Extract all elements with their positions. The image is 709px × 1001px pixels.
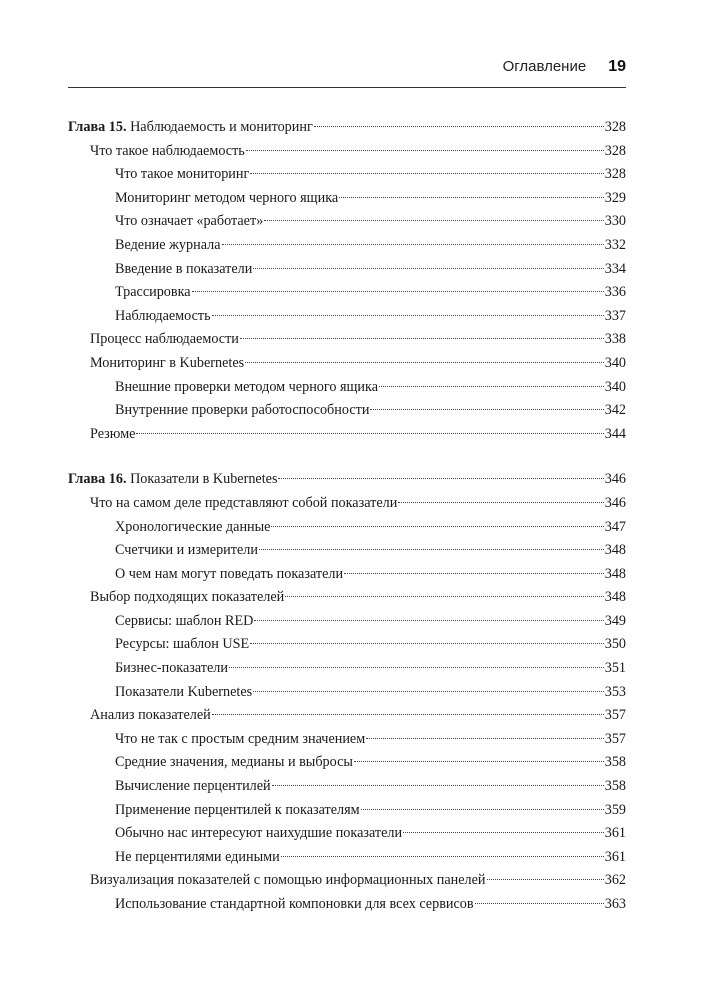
chapter-title: Показатели в Kubernetes (130, 471, 278, 488)
dot-leader (250, 643, 604, 644)
toc-subsection-entry[interactable] (68, 187, 626, 211)
toc-subsection-entry[interactable] (68, 775, 626, 799)
dot-leader (379, 386, 604, 387)
chapter-block (68, 116, 626, 446)
toc-subsection-entry[interactable] (68, 633, 626, 657)
chapter-number: Глава 15. (68, 119, 127, 135)
entry-page-number: 340 (604, 354, 626, 371)
dot-leader (212, 315, 604, 316)
entry-page-number: 351 (604, 660, 626, 677)
entry-title: Введение в показатели (115, 260, 253, 277)
dot-leader (339, 197, 604, 198)
toc-subsection-entry[interactable] (68, 258, 626, 282)
chapter-title: Наблюдаемость и мониторинг (130, 119, 313, 135)
header-rule (68, 87, 626, 88)
entry-title: Что такое наблюдаемость (90, 142, 245, 159)
entry-title: Мониторинг в Kubernetes (90, 354, 245, 371)
chapter-block (68, 468, 626, 916)
entry-page-number: 363 (604, 896, 626, 912)
entry-title: Сервисы: шаблон RED (115, 612, 254, 629)
entry-page-number: 357 (604, 707, 626, 724)
dot-leader (370, 409, 603, 410)
dot-leader (254, 620, 603, 621)
entry-page-number: 361 (604, 848, 626, 865)
entry-title: Мониторинг методом черного ящика (115, 189, 339, 206)
dot-leader (398, 502, 603, 503)
entry-page-number: 336 (604, 284, 626, 301)
dot-leader (253, 691, 604, 692)
toc-section-entry[interactable] (68, 140, 626, 164)
dot-leader (240, 338, 604, 339)
entry-title: Трассировка (115, 284, 191, 301)
dot-leader (361, 809, 604, 810)
entry-page-number: 337 (604, 307, 626, 324)
toc-subsection-entry[interactable] (68, 305, 626, 329)
entry-title: Не перцентилями едиными (115, 848, 280, 865)
entry-page-number: 328 (604, 166, 626, 183)
toc-subsection-entry[interactable] (68, 799, 626, 823)
toc-subsection-entry[interactable] (68, 846, 626, 870)
toc-subsection-entry[interactable] (68, 610, 626, 634)
dot-leader (281, 856, 604, 857)
dot-leader (250, 173, 603, 174)
toc-section-entry[interactable] (68, 492, 626, 516)
entry-page-number: 346 (604, 494, 626, 511)
toc-subsection-entry[interactable] (68, 210, 626, 234)
entry-page-number: 362 (604, 872, 626, 889)
dot-leader (285, 596, 603, 597)
entry-page-number: 357 (604, 730, 626, 747)
toc-subsection-entry[interactable] (68, 376, 626, 400)
dot-leader (264, 220, 603, 221)
entry-title: Хронологические данные (115, 518, 271, 535)
entry-title: Выбор подходящих показателей (90, 589, 285, 606)
toc-subsection-entry[interactable] (68, 281, 626, 305)
toc-subsection-entry[interactable] (68, 822, 626, 846)
toc-section-entry[interactable] (68, 704, 626, 728)
dot-leader (278, 478, 603, 479)
dot-leader (259, 549, 604, 550)
toc-subsection-entry[interactable] (68, 399, 626, 423)
entry-page-number: 361 (604, 825, 626, 842)
dot-leader (222, 244, 604, 245)
toc-subsection-entry[interactable] (68, 657, 626, 681)
entry-title: Что не так с простым средним значением (115, 730, 366, 747)
entry-title: Резюме (90, 425, 136, 442)
entry-page-number: 349 (604, 612, 626, 629)
entry-title: Средние значения, медианы и выбросы (115, 754, 353, 771)
entry-page-number: 329 (604, 189, 626, 206)
dot-leader (403, 832, 604, 833)
chapter-label (68, 468, 277, 492)
entry-page-number: 358 (604, 778, 626, 795)
entry-page-number: 342 (604, 402, 626, 419)
toc-subsection-entry[interactable] (68, 234, 626, 258)
entry-page-number: 348 (604, 589, 626, 606)
toc-section-entry[interactable] (68, 423, 626, 447)
entry-title: Ресурсы: шаблон USE (115, 636, 250, 653)
entry-title: Ведение журнала (115, 236, 221, 253)
entry-title: Наблюдаемость (115, 307, 211, 324)
dot-leader (136, 433, 603, 434)
entry-page-number: 350 (604, 636, 626, 653)
dot-leader (366, 738, 604, 739)
toc-subsection-entry[interactable] (68, 163, 626, 187)
entry-title: Внешние проверки методом черного ящика (115, 378, 379, 395)
table-of-contents (68, 116, 626, 917)
toc-subsection-entry[interactable] (68, 681, 626, 705)
toc-section-entry[interactable] (68, 352, 626, 376)
toc-subsection-entry[interactable] (68, 539, 626, 563)
entry-page-number: 346 (604, 471, 626, 488)
running-head-title: Оглавление (502, 58, 587, 75)
entry-page-number: 347 (604, 518, 626, 535)
toc-chapter-entry[interactable] (68, 468, 626, 492)
entry-title: Анализ показателей (90, 707, 211, 724)
toc-subsection-entry[interactable] (68, 893, 626, 917)
entry-page-number: 338 (604, 331, 626, 348)
toc-subsection-entry[interactable] (68, 751, 626, 775)
dot-leader (245, 362, 604, 363)
entry-title: Внутренние проверки работоспособности (115, 402, 370, 419)
entry-page-number: 328 (604, 119, 626, 135)
entry-title: О чем нам могут поведать показатели (115, 565, 344, 582)
dot-leader (354, 761, 604, 762)
entry-page-number: 358 (604, 754, 626, 771)
toc-section-entry[interactable] (68, 869, 626, 893)
toc-chapter-entry[interactable] (68, 116, 626, 140)
entry-title: Что означает «работает» (115, 213, 264, 230)
dot-leader (271, 526, 603, 527)
chapter-label (68, 116, 313, 140)
entry-title: Показатели Kubernetes (115, 683, 253, 700)
toc-section-entry[interactable] (68, 328, 626, 352)
entry-title: Что на самом деле представляют собой показатели (90, 494, 398, 511)
toc-subsection-entry[interactable] (68, 563, 626, 587)
toc-subsection-entry[interactable] (68, 728, 626, 752)
dot-leader (229, 667, 604, 668)
dot-leader (253, 268, 603, 269)
dot-leader (212, 714, 604, 715)
entry-page-number: 353 (604, 683, 626, 700)
dot-leader (487, 879, 604, 880)
entry-title: Обычно нас интересуют наихудшие показатели (115, 825, 403, 842)
entry-title: Вычисление перцентилей (115, 778, 271, 795)
entry-page-number: 332 (604, 236, 626, 253)
chapter-number: Глава 16. (68, 471, 127, 488)
dot-leader (344, 573, 604, 574)
toc-subsection-entry[interactable] (68, 516, 626, 540)
entry-title: Визуализация показателей с помощью информационных панелей (90, 872, 486, 889)
page-number: 19 (608, 58, 626, 75)
entry-page-number: 340 (604, 378, 626, 395)
entry-page-number: 348 (604, 565, 626, 582)
dot-leader (272, 785, 604, 786)
dot-leader (192, 291, 604, 292)
entry-title: Что такое мониторинг (115, 166, 250, 183)
dot-leader (246, 150, 604, 151)
entry-title: Применение перцентилей к показателям (115, 801, 360, 818)
entry-page-number: 344 (604, 425, 626, 442)
entry-title: Счетчики и измерители (115, 542, 258, 559)
toc-section-entry[interactable] (68, 586, 626, 610)
entry-title: Использование стандартной компоновки для всех сервисов (115, 896, 474, 912)
entry-page-number: 348 (604, 542, 626, 559)
entry-title: Бизнес-показатели (115, 660, 228, 677)
entry-title: Процесс наблюдаемости (90, 331, 239, 348)
dot-leader (475, 903, 604, 904)
entry-page-number: 330 (604, 213, 626, 230)
running-head (68, 58, 626, 84)
entry-page-number: 334 (604, 260, 626, 277)
entry-page-number: 328 (604, 142, 626, 159)
entry-page-number: 359 (604, 801, 626, 818)
dot-leader (314, 126, 604, 127)
